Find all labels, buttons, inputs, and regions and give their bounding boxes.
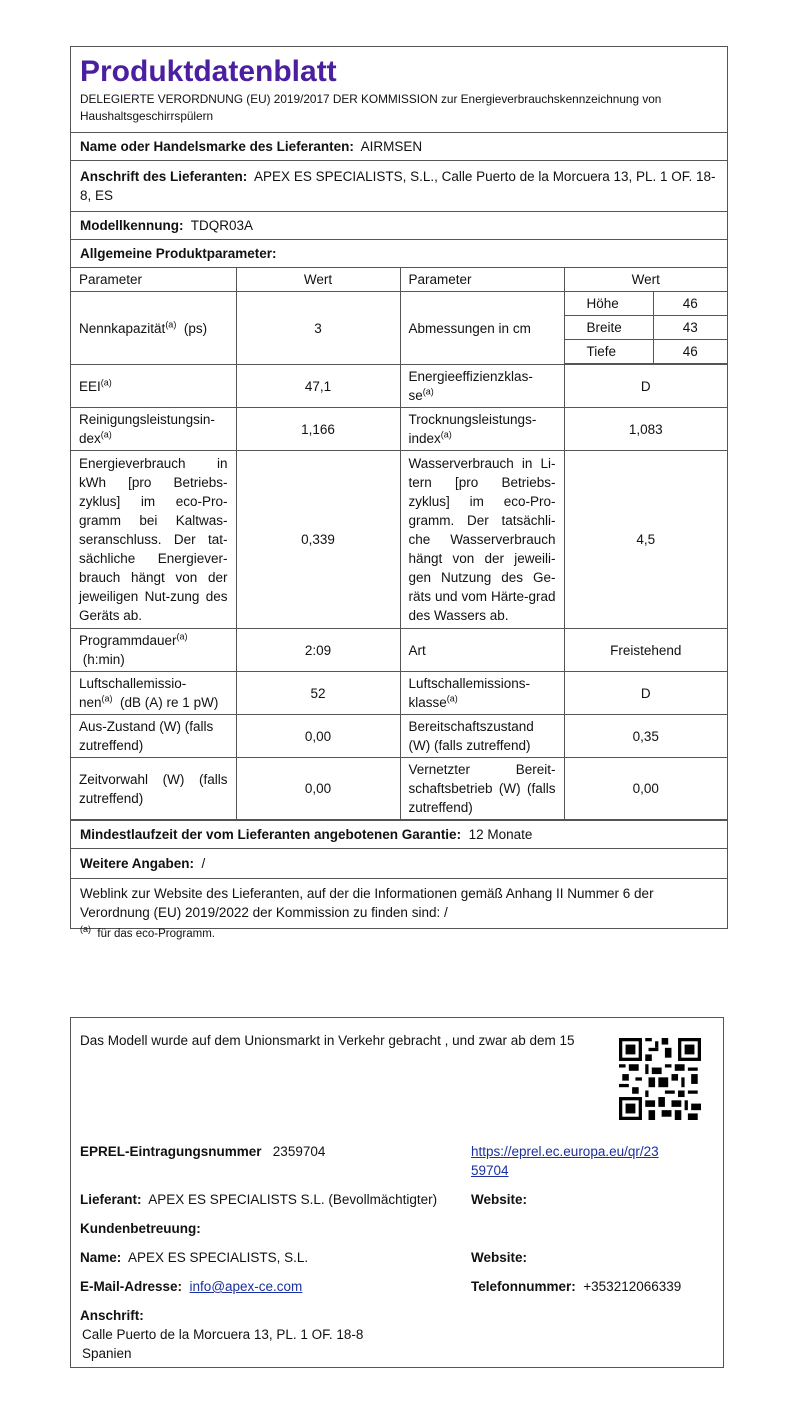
param-value: 1,166 xyxy=(236,408,400,451)
table-row xyxy=(71,365,727,408)
more-info-value: / xyxy=(201,856,206,871)
phone-row xyxy=(471,1277,681,1296)
parameter-table xyxy=(71,268,727,820)
table-row xyxy=(71,451,727,629)
more-info-row xyxy=(71,849,727,879)
supplier-address-value: APEX ES SPECIALISTS, S.L., Calle Puerto de la Morcuera 13, PL. 1 OF. 18-8, ES xyxy=(80,169,716,203)
general-params-label: Allgemeine Produktparameter: xyxy=(80,246,277,261)
table-row xyxy=(71,629,727,672)
eprel-reg-row xyxy=(80,1142,325,1161)
footnote-text: für das eco-Programm. xyxy=(97,928,215,940)
page-title: Produktdatenblatt xyxy=(80,55,337,88)
weblink-row xyxy=(71,879,727,928)
weblink-text: Weblink zur Website des Lieferanten, auf der die Informationen gemäß Anhang II Nummer 6 der Verordnung (EU) 2019/2022 der Kommission zu finden sind: / xyxy=(80,886,654,920)
qr-code-icon[interactable] xyxy=(619,1038,701,1120)
dim-value: 46 xyxy=(653,292,727,316)
contact-name-row xyxy=(80,1248,308,1267)
email-row xyxy=(80,1277,302,1296)
eprel-url-line2[interactable]: 59704 xyxy=(471,1163,509,1178)
email-link[interactable]: info@apex-ce.com xyxy=(189,1279,303,1294)
param-label: Aus-Zustand (W) (falls zutreffend) xyxy=(71,715,236,758)
param-label: Bereitschaftszustand (W) (falls zutreffend) xyxy=(400,715,564,758)
table-header-row xyxy=(71,268,727,292)
param-label: Art xyxy=(400,629,564,672)
phone-label: Telefonnummer: xyxy=(471,1279,576,1294)
table-row xyxy=(71,672,727,715)
market-text: Das Modell wurde auf dem Unionsmarkt in Verkehr gebracht , und zwar ab dem 15 xyxy=(80,1033,575,1048)
address-label: Anschrift: xyxy=(80,1308,144,1323)
eprel-link[interactable] xyxy=(471,1142,659,1180)
supplier-address-label: Anschrift des Lieferanten: xyxy=(80,169,248,184)
model-label: Modellkennung: xyxy=(80,218,184,233)
supplier-name-label: Name oder Handelsmarke des Lieferanten: xyxy=(80,139,354,154)
param-label: Abmessungen in cm xyxy=(400,292,564,365)
dim-label: Tiefe xyxy=(565,340,654,364)
header-value: Wert xyxy=(236,268,400,292)
param-label: Vernetzter Bereit-schaftsbetrieb (W) (falls zutreffend) xyxy=(400,758,564,820)
contact-name-value: APEX ES SPECIALISTS, S.L. xyxy=(128,1250,309,1265)
general-params-row xyxy=(71,240,727,268)
dim-value: 46 xyxy=(653,340,727,364)
phone-value: +353212066339 xyxy=(583,1279,682,1294)
param-value: D xyxy=(564,672,727,715)
dim-label: Höhe xyxy=(565,292,654,316)
param-label: Zeitvorwahl (W) (falls zutreffend) xyxy=(71,758,236,820)
param-value: D xyxy=(564,365,727,408)
param-label: Programmdauer$^{(a)}$ (h:min) xyxy=(71,629,236,672)
table-row xyxy=(71,292,727,365)
website-label-2: Website: xyxy=(471,1250,528,1265)
regulation-text: DELEGIERTE VERORDNUNG (EU) 2019/2017 DER KOMMISSION zur Energieverbrauchskennzeichnung von Haushaltsgeschirrspülern xyxy=(80,92,662,123)
param-value: Freistehend xyxy=(564,629,727,672)
param-value: 3 xyxy=(236,292,400,365)
param-value: 0,00 xyxy=(236,715,400,758)
eprel-supplier-value: APEX ES SPECIALISTS S.L. (Bevollmächtigter) xyxy=(148,1192,438,1207)
param-label: Wasserverbrauch in Li-tern [pro Betriebs-zyklus] im eco-Pro-gramm. Der tatsächli-che Wasserverbrauch hängt von der jeweili-gen Nutzung des Ge-räts und vom Härte-grad des Wassers ab. xyxy=(400,451,564,629)
eprel-box xyxy=(70,1017,724,1368)
dim-label: Breite xyxy=(565,316,654,340)
eprel-supplier-row xyxy=(80,1190,437,1209)
param-label: Nennkapazität$^{(a)}$ (ps) xyxy=(71,292,236,365)
param-label: Energieeffizienzklas-$se^{(a)}$ xyxy=(400,365,564,408)
supplier-address-row xyxy=(71,161,727,212)
customer-service-label: Kundenbetreuung: xyxy=(80,1221,201,1236)
eprel-reg-label: EPREL-Eintragungsnummer xyxy=(80,1144,262,1159)
eprel-url-line1[interactable]: https://eprel.ec.europa.eu/qr/23 xyxy=(471,1144,659,1159)
warranty-row xyxy=(71,820,727,849)
table-row xyxy=(71,715,727,758)
footnote xyxy=(80,924,215,940)
param-label: Trocknungsleistungs-index$^{(a)}$ xyxy=(400,408,564,451)
param-value: 4,5 xyxy=(564,451,727,629)
website-label: Website: xyxy=(471,1192,528,1207)
param-value: 2:09 xyxy=(236,629,400,672)
param-value: 1,083 xyxy=(564,408,727,451)
sheet-header xyxy=(71,47,727,133)
param-value: 47,1 xyxy=(236,365,400,408)
address-line: Spanien xyxy=(82,1346,132,1361)
header-value: Wert xyxy=(564,268,727,292)
param-value: 52 xyxy=(236,672,400,715)
contact-name-label: Name: xyxy=(80,1250,122,1265)
table-row xyxy=(71,408,727,451)
param-label: Luftschallemissio-nen$^{(a)}$ (dB (A) re 1 pW) xyxy=(71,672,236,715)
eprel-supplier-label: Lieferant: xyxy=(80,1192,142,1207)
warranty-label: Mindestlaufzeit der vom Lieferanten angebotenen Garantie: xyxy=(80,827,462,842)
param-value: 0,00 xyxy=(564,758,727,820)
param-label: Energieverbrauch in kWh [pro Betriebs-zyklus] im eco-Pro-gramm bei Kaltwas-seranschluss. Der tat-sächliche Energiever-brauch hängt von der jeweiligen Nut-zung des Geräts ab. xyxy=(71,451,236,629)
param-value: 0,35 xyxy=(564,715,727,758)
dimensions-cell xyxy=(564,292,727,365)
param-value: 0,00 xyxy=(236,758,400,820)
param-label: Luftschallemissions-klasse$^{(a)}$ xyxy=(400,672,564,715)
table-row xyxy=(71,758,727,820)
product-data-sheet xyxy=(70,46,728,929)
model-row xyxy=(71,212,727,240)
warranty-value: 12 Monate xyxy=(468,827,533,842)
supplier-name-value: AIRMSEN xyxy=(360,139,423,154)
footnote-mark: (a) xyxy=(80,924,91,935)
param-label: Reinigungsleistungsin-dex$^{(a)}$ xyxy=(71,408,236,451)
dim-value: 43 xyxy=(653,316,727,340)
header-parameter: Parameter xyxy=(71,268,236,292)
param-label: EEI$^{(a)}$ xyxy=(71,365,236,408)
address-block xyxy=(80,1306,363,1363)
more-info-label: Weitere Angaben: xyxy=(80,856,195,871)
eprel-reg-value: 2359704 xyxy=(272,1144,326,1159)
param-value: 0,339 xyxy=(236,451,400,629)
email-label: E-Mail-Adresse: xyxy=(80,1279,183,1294)
supplier-name-row xyxy=(71,133,727,161)
header-parameter: Parameter xyxy=(400,268,564,292)
address-line: Calle Puerto de la Morcuera 13, PL. 1 OF. 18-8 xyxy=(82,1327,364,1342)
model-value: TDQR03A xyxy=(190,218,254,233)
